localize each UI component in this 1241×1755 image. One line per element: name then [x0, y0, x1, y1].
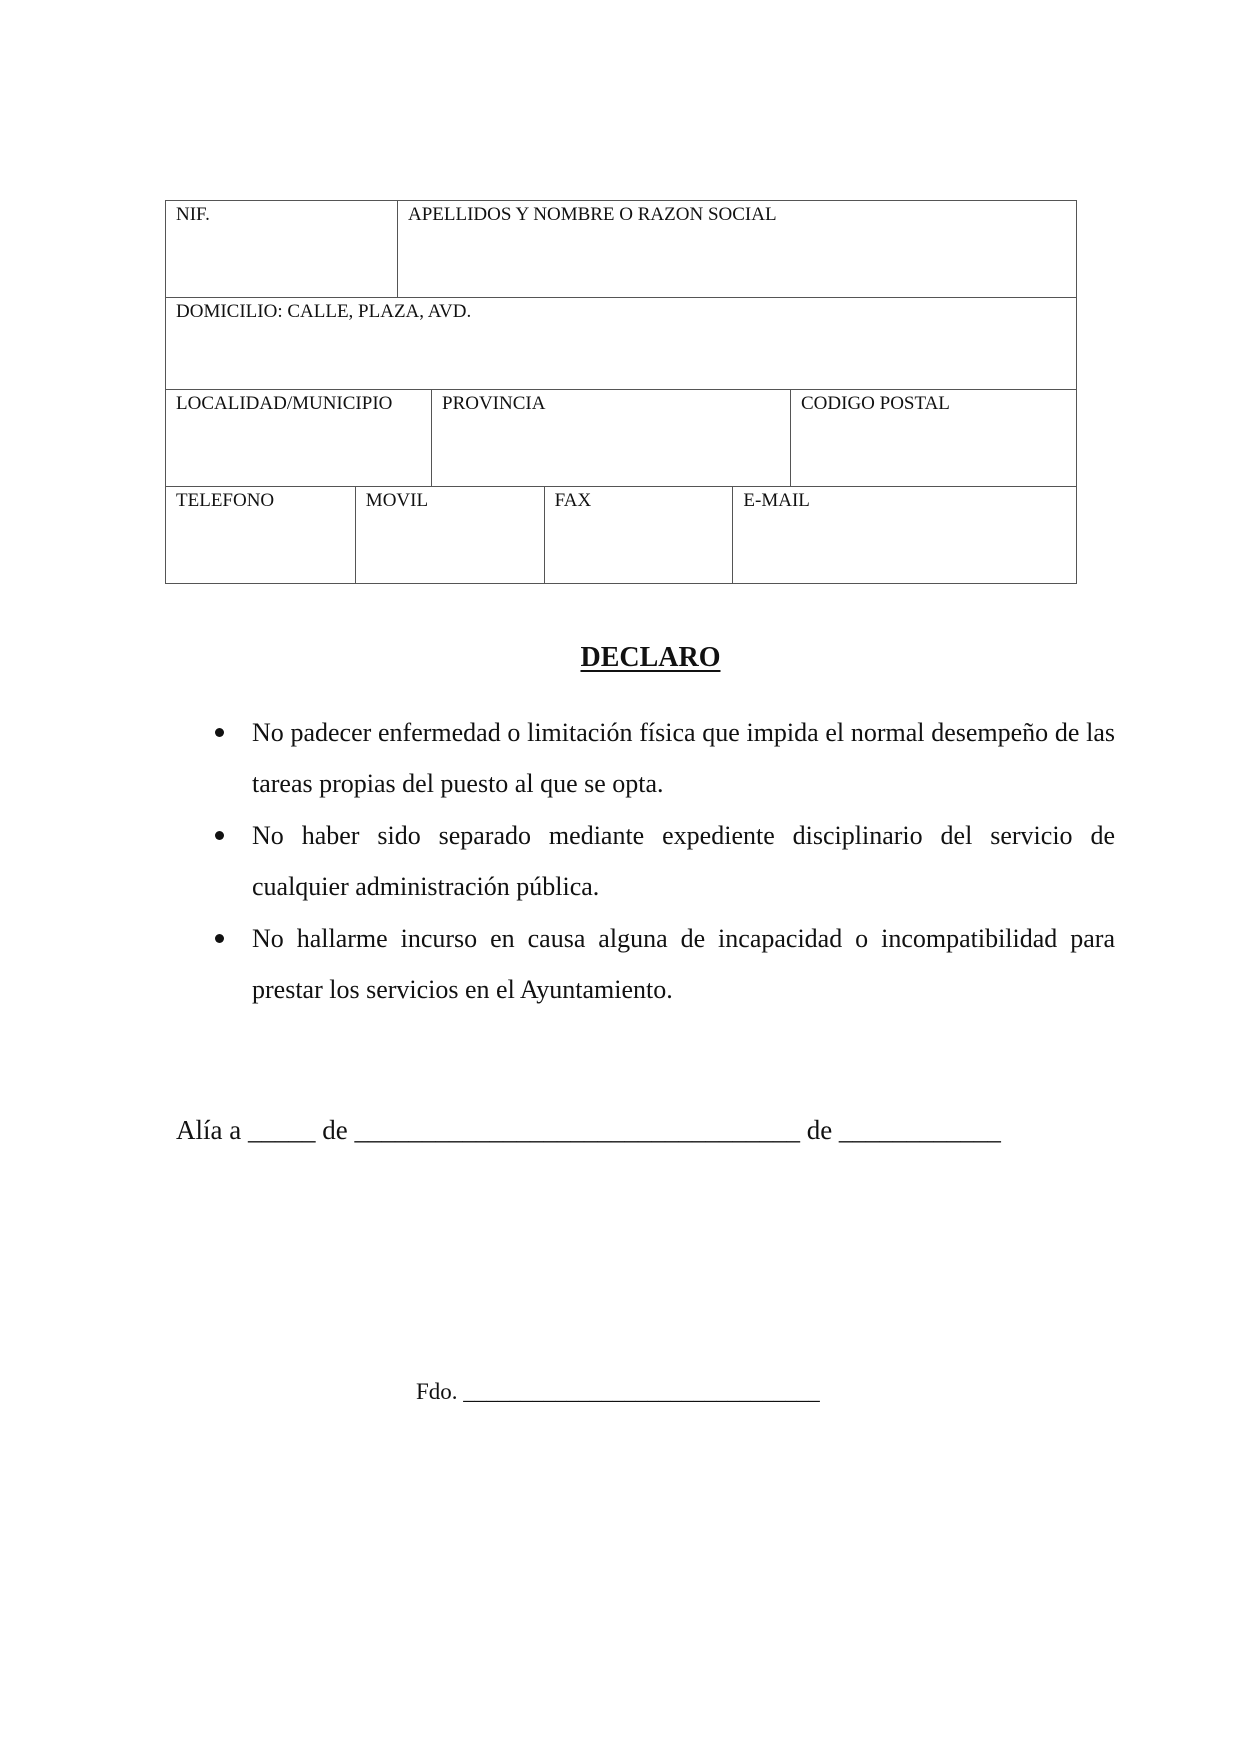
bullet-icon: [215, 934, 224, 943]
form-row-contact: [165, 487, 1077, 584]
bullet-icon: [215, 728, 224, 737]
list-item: [215, 707, 1115, 809]
form-row-address: [165, 298, 1077, 390]
email-field[interactable]: [732, 486, 1077, 584]
fax-field[interactable]: [544, 486, 734, 584]
fax-label: FAX: [554, 490, 592, 511]
form-row-location: [165, 390, 1077, 487]
declaration-text: No hallarme incurso en causa alguna de incapacidad o incompatibilidad para prestar los servicios en el Ayuntamiento.: [252, 924, 1115, 1004]
apellidos-field[interactable]: [397, 200, 1077, 298]
date-line[interactable]: Alía a _____ de _________________________________ de ____________: [176, 1115, 1001, 1145]
email-label: E-MAIL: [743, 490, 810, 511]
bullet-icon: [215, 831, 224, 840]
declaro-heading: [0, 642, 1241, 674]
declaration-text: No padecer enfermedad o limitación física que impida el normal desempeño de las tareas propias del puesto al que se opta.: [252, 718, 1115, 798]
nif-field[interactable]: [165, 200, 398, 298]
domicilio-field[interactable]: [165, 297, 1077, 390]
applicant-data-table: [165, 201, 1077, 584]
apellidos-label: APELLIDOS Y NOMBRE O RAZON SOCIAL: [408, 204, 777, 225]
movil-label: MOVIL: [365, 490, 429, 511]
codigo-postal-label: CODIGO POSTAL: [801, 393, 950, 414]
provincia-field[interactable]: [431, 389, 791, 487]
domicilio-label: DOMICILIO: CALLE, PLAZA, AVD.: [176, 301, 472, 322]
nif-label: NIF.: [176, 204, 210, 225]
telefono-label: TELEFONO: [176, 490, 275, 511]
list-item: [215, 913, 1115, 1015]
declaration-text: No haber sido separado mediante expediente disciplinario del servicio de cualquier administración pública.: [252, 821, 1115, 901]
form-row-identity: [165, 201, 1077, 298]
localidad-label: LOCALIDAD/MUNICIPIO: [176, 393, 393, 414]
signature-line[interactable]: Fdo. _______________________________: [416, 1379, 820, 1404]
codigo-postal-field[interactable]: [790, 389, 1077, 487]
localidad-field[interactable]: [165, 389, 432, 487]
list-item: [215, 810, 1115, 912]
telefono-field[interactable]: [165, 486, 356, 584]
declaro-title: DECLARO: [580, 642, 721, 673]
provincia-label: PROVINCIA: [442, 393, 546, 414]
movil-field[interactable]: [355, 486, 545, 584]
declaration-list: [215, 707, 1115, 1016]
